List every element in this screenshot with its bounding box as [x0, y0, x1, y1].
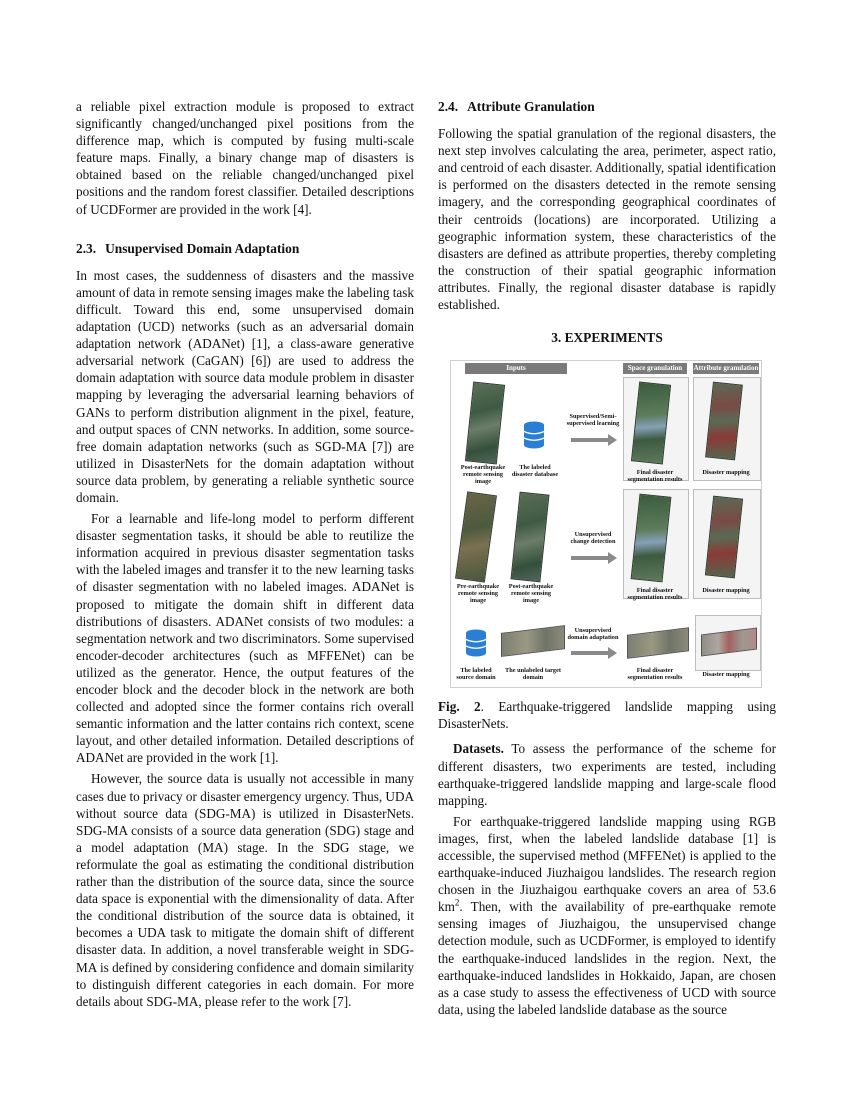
rgb-text-a: For earthquake-triggered landslide mapping using RGB images, first, when the labeled landslide database [1] is accessible, the supervised method (MFFENet) is applied to the earthquake-induced Jiuzhaigou landslides. The research region chosen in the Jiuzhaigou earthquake covers an area of 53.6 km — [438, 813, 776, 915]
caption-text: . Earthquake-triggered landslide mapping using DisasterNets. — [438, 699, 776, 732]
label-post-earthquake: Post-earthquake remote sensing image — [460, 464, 506, 486]
arrow-label-supervised: Supervised/Semi-supervised learning — [566, 413, 620, 428]
figure-header-attribute: Attribute granulation — [693, 364, 759, 373]
caption-figure-id: Fig. 2 — [438, 699, 481, 715]
paragraph: For a learnable and life-long model to perform different disaster segmentation tasks, it should be able to reutilize the information acquired in previous disaster segmentation tasks with the labeled images and transfer it to the new learning tasks of disaster segmentation with no labeled images. ADANet is proposed to mitigate the domain shift in different data distributions of disasters. ADANet consists of two modules: a segmentation network and two discriminators. Some supervised encoder-decoder architectures (such as MFFENet) can be utilized as the generator. Hence, the output features of the encoder block and the decoder block in the network are both collected and adopted since the former contains rich overall semantic information and the latter contains rich context, scene layout, and other detailed information. Detailed descriptions of ADANet are provided in the work [1]. — [76, 511, 414, 766]
datasets-text: To assess the performance of the scheme for different disasters, two experiments are tested, including earthquake-triggered landslide mapping and large-scale flood mapping. — [438, 741, 776, 808]
paragraph: However, the source data is usually not accessible in many cases due to privacy or disaster emergency urgency. Thus, UDA without source data (SDG-MA) is utilized in DisasterNets. SDG-MA consists of a source data generation (SDG) stage and a model adaptation (MA) stage. In the SDG stage, we reformulate the goal as estimating the conditional distribution rather than the distribution of the source data, since the source data space is exponential with the dimensionality of data. After the conditional distribution of the source data is obtained, it becomes a UDA task to mitigate the domain shift of different disaster data. In addition, a novel transferable weight in SDG-MA is defined by considering confidence and domain similarity to distinguish different categories in each domain. For more details about SDG-MA, please refer to the work [7]. — [76, 771, 414, 1009]
section-title: Unsupervised Domain Adaptation — [105, 240, 300, 256]
section-heading-experiments: 3. EXPERIMENTS — [551, 330, 663, 346]
database-icon — [465, 629, 487, 657]
label-final-results: Final disaster segmentation results — [627, 469, 683, 484]
paragraph-intro: a reliable pixel extraction module is proposed to extract significantly changed/unchanged pixel positions from the difference map, which is computed by fusing multi-scale feature maps. Finally, a binary change map of disasters is obtained based on the reliable changed/unchanged pixel positions and the random forest classifier. Detailed descriptions of UCDFormer are provided in the work [4]. — [76, 99, 414, 217]
rgb-text-b: . Then, with the availability of pre-earthquake remote sensing images of Jiuzhaigou, the unsupervised change detection module, such as UCDFormer, is employed to identify the earthquake-induced landslides in the region. Next, the earthquake-induced landslides in Hokkaido, Japan, are chosen as a case study to assess the effectiveness of UCD with source data, using the labeled landslide database as the source — [438, 899, 776, 1017]
section-heading-2-3 — [76, 240, 414, 257]
figure-disasternets — [450, 360, 762, 688]
label-labeled-db: The labeled disaster database — [511, 464, 559, 479]
arrow-label-domain-adaptation: Unsupervised domain adaptation — [567, 627, 619, 642]
paragraph: In most cases, the suddenness of disasters and the massive amount of data in remote sensing images make the labeling task difficult. Toward this end, some unsupervised domain adaptation (UCD) networks (such as an adversarial domain adaptation network (ADANet) [1], a class-aware generative adversarial network (CaGAN) [6]) are used to address the domain adaptation with source data module problem in disaster mapping by leveraging the adversarial learning behaviors of GANs to perform distribution alignment in the pixel, feature, and output spaces of CNN networks. In addition, some source-free domain adaptation networks (such as SGD-MA [7]) are utilized in DisasterNets for the domain adaptation without source data problem, by generating a reliable synthetic source domain. — [76, 267, 414, 505]
pre-earthquake-image — [455, 492, 497, 583]
target-domain-image — [501, 625, 565, 657]
paragraph-datasets — [438, 740, 776, 808]
label-final-results: Final disaster segmentation results — [627, 667, 683, 682]
right-column — [438, 98, 776, 1018]
arrow-label-change-detection: Unsupervised change detection — [570, 531, 616, 546]
arrow-icon — [571, 649, 617, 657]
arrow-icon — [571, 554, 617, 562]
section-number: 2.3. — [76, 240, 97, 256]
section-title: Attribute Granulation — [467, 99, 595, 114]
label-disaster-mapping: Disaster mapping — [702, 587, 750, 595]
label-disaster-mapping: Disaster mapping — [702, 671, 750, 679]
left-column — [76, 98, 414, 1010]
label-pre-earthquake: Pre-earthquake remote sensing image — [456, 583, 500, 605]
section-number: 2.4. — [438, 99, 459, 114]
label-source-domain: The labeled source domain — [456, 667, 496, 682]
section-heading-2-4 — [438, 98, 776, 115]
datasets-lead: Datasets. — [453, 741, 504, 757]
label-final-results: Final disaster segmentation results — [627, 587, 683, 602]
figure-header-inputs: Inputs — [465, 363, 567, 374]
label-disaster-mapping: Disaster mapping — [702, 469, 750, 477]
figure-header-space: Space granulation — [623, 363, 687, 374]
paragraph: Following the spatial granulation of the regional disasters, the next step involves calculating the area, perimeter, aspect ratio, and centroid of each disaster. Additionally, spatial identification is performed on the disasters detected in the remote sensing imagery, and the corresponding geographical coordinates of their centroids (locations) are incorporated. Utilizing a geographic information system, these characteristics of the disasters are defined as attribute properties, thereby completing the construction of their spatial geographic information attributes. Finally, the regional disaster database is rapidly established. — [438, 126, 776, 313]
arrow-icon — [571, 436, 617, 444]
figure-caption — [438, 698, 776, 732]
post-earthquake-image — [510, 492, 549, 583]
label-post-earthquake: Post-earthquake remote sensing image — [508, 583, 554, 605]
superscript: 2 — [454, 897, 460, 908]
segmentation-result-image — [627, 627, 689, 659]
database-icon — [523, 421, 545, 449]
paragraph-rgb — [438, 813, 776, 1018]
label-target-domain: The unlabeled target domain — [505, 667, 561, 682]
post-earthquake-image — [465, 382, 505, 465]
